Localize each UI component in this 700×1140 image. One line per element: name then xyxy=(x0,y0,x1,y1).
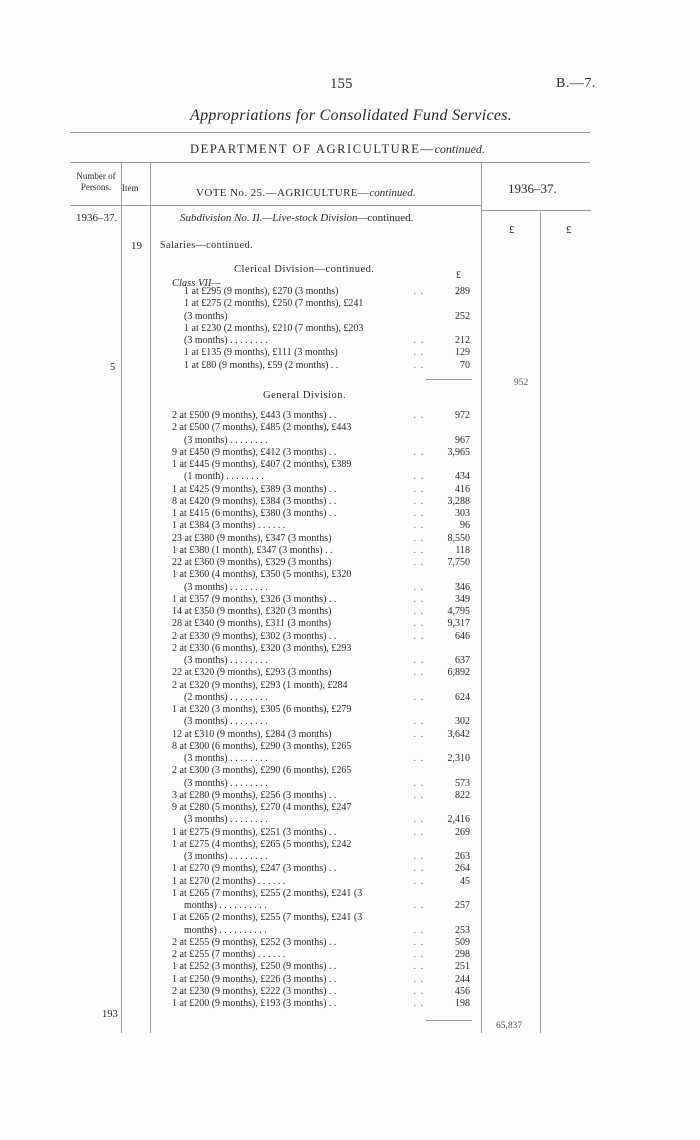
subdivision-continued: continued. xyxy=(367,212,414,224)
line-text: 2 at £230 (9 months), £222 (3 months) . . xyxy=(172,985,337,997)
appropriation-line xyxy=(172,937,472,949)
appropriation-line xyxy=(172,986,472,998)
line-amount: 573 xyxy=(455,777,470,789)
leader-dots: . . xyxy=(413,936,424,948)
appropriation-line xyxy=(172,704,472,716)
line-amount: 637 xyxy=(455,655,470,666)
leader-dots: . . xyxy=(413,728,424,740)
line-text: 1 at £320 (3 months), £305 (6 months), £279 xyxy=(172,704,352,715)
line-amount: 303 xyxy=(455,508,470,519)
line-text: 1 at £265 (7 months), £255 (2 months), £241 (3 xyxy=(172,887,363,899)
clerical-division-heading: Clerical Division—continued. xyxy=(234,264,375,275)
appropriation-line xyxy=(172,631,472,643)
line-amount: 3,288 xyxy=(447,495,470,507)
vote-title xyxy=(196,187,416,199)
line-text: (3 months) . . . . . . . . xyxy=(184,655,268,666)
line-amount: 4,795 xyxy=(447,606,470,617)
leader-dots: . . xyxy=(413,446,424,458)
leader-dots: . . xyxy=(413,961,424,973)
line-text: 8 at £420 (9 months), £384 (3 months) . . xyxy=(172,495,337,507)
line-amount: 3,642 xyxy=(447,728,470,740)
line-text: 1 at £380 (1 month), £347 (3 months) . . xyxy=(172,544,333,556)
appropriation-line xyxy=(172,520,472,532)
line-text: 23 at £380 (9 months), £347 (3 months) xyxy=(172,532,332,544)
line-amount: 972 xyxy=(455,410,470,421)
appropriation-line xyxy=(172,496,472,508)
pound-symbol-amount-column: £ xyxy=(509,224,515,236)
leader-dots: . . xyxy=(413,347,424,359)
line-amount: 252 xyxy=(455,310,470,322)
class-label: Class VII— xyxy=(172,278,221,289)
appropriation-line xyxy=(172,533,472,545)
line-text: (3 months) . . . . . . . . xyxy=(184,335,268,346)
appropriation-line xyxy=(172,335,472,347)
persons-column-rule xyxy=(121,163,122,1033)
appropriation-line xyxy=(172,410,472,422)
line-amount: 212 xyxy=(455,335,470,346)
appropriation-line xyxy=(172,347,472,359)
appropriation-line xyxy=(172,961,472,973)
line-amount: 509 xyxy=(455,936,470,948)
appropriation-line xyxy=(172,729,472,741)
line-text: 2 at £300 (3 months), £290 (6 months), £265 xyxy=(172,765,352,777)
page-title: Appropriations for Consolidated Fund Services. xyxy=(190,107,513,124)
line-text: 1 at £250 (9 months), £226 (3 months) . . xyxy=(172,973,337,985)
line-amount: 3,965 xyxy=(447,446,470,458)
appropriation-line xyxy=(172,582,472,594)
appropriation-line xyxy=(172,839,472,851)
appropriation-line xyxy=(172,827,472,839)
line-amount: 8,550 xyxy=(447,532,470,544)
line-text: 1 at £275 (2 months), £250 (7 months), £241 xyxy=(184,298,364,310)
appropriation-line xyxy=(172,692,472,704)
line-text: 1 at £415 (6 months), £380 (3 months) . . xyxy=(172,508,337,519)
appropriation-line xyxy=(172,974,472,986)
appropriation-line xyxy=(172,900,472,912)
line-text: 28 at £340 (9 months), £311 (3 months) xyxy=(172,618,332,630)
appropriation-line xyxy=(172,459,472,471)
leader-dots: . . xyxy=(413,286,424,297)
header-bottom-rule xyxy=(70,205,482,206)
leader-dots: . . xyxy=(413,667,424,679)
line-text: 22 at £360 (9 months), £329 (3 months) xyxy=(172,557,332,568)
line-amount: 269 xyxy=(455,826,470,838)
line-amount: 129 xyxy=(455,347,470,359)
line-amount: 349 xyxy=(455,593,470,605)
line-text: 1 at £275 (9 months), £251 (3 months) . . xyxy=(172,826,337,838)
line-text: 9 at £450 (9 months), £412 (3 months) . . xyxy=(172,446,337,458)
line-amount: 434 xyxy=(455,471,470,483)
appropriation-line xyxy=(172,741,472,753)
appropriation-line xyxy=(172,876,472,888)
appropriation-line xyxy=(172,802,472,814)
appropriation-line xyxy=(172,422,472,434)
leader-dots: . . xyxy=(413,483,424,495)
leader-dots: . . xyxy=(413,875,424,887)
leader-dots: . . xyxy=(413,949,424,960)
line-text: 9 at £280 (5 months), £270 (4 months), £247 xyxy=(172,802,352,813)
line-text: 1 at £200 (9 months), £193 (3 months) . . xyxy=(172,998,337,1009)
line-text: 1 at £384 (3 months) . . . . . . xyxy=(172,520,286,532)
line-text: (3 months) . . . . . . . . xyxy=(184,777,268,789)
leader-dots: . . xyxy=(413,863,424,875)
line-amount: 198 xyxy=(455,998,470,1009)
page-reference: B.—7. xyxy=(556,76,596,91)
line-amount: 251 xyxy=(455,961,470,973)
department-continued: continued. xyxy=(434,142,485,156)
appropriation-line xyxy=(172,311,472,323)
line-text: 12 at £310 (9 months), £284 (3 months) xyxy=(172,728,332,740)
leader-dots: . . xyxy=(413,826,424,838)
persons-column-header: Number of Persons. xyxy=(76,171,116,192)
leader-dots: . . xyxy=(413,630,424,642)
appropriation-line xyxy=(172,508,472,520)
leader-dots: . . xyxy=(413,495,424,507)
line-text: 1 at £252 (3 months), £250 (9 months) . . xyxy=(172,961,337,973)
leader-dots: . . xyxy=(413,789,424,801)
leader-dots: . . xyxy=(413,985,424,997)
line-amount: 96 xyxy=(460,520,470,532)
line-text: (3 months) . . . . . . . . xyxy=(184,814,268,826)
line-text: 2 at £330 (9 months), £302 (3 months) . . xyxy=(172,630,337,642)
line-text: 8 at £300 (6 months), £290 (3 months), £265 xyxy=(172,740,352,752)
line-text: (3 months) . . . . . . . . xyxy=(184,851,268,862)
line-amount: 416 xyxy=(455,483,470,495)
appropriation-line xyxy=(172,557,472,569)
persons-general: 193 xyxy=(102,1009,118,1020)
leader-dots: . . xyxy=(413,471,424,483)
appropriation-line xyxy=(172,851,472,863)
appropriation-line xyxy=(172,594,472,606)
table-top-rule xyxy=(70,162,590,163)
line-text: (3 months) . . . . . . . . xyxy=(184,716,268,728)
appropriation-line xyxy=(172,435,472,447)
leader-dots: . . xyxy=(413,618,424,630)
line-text: (2 months) . . . . . . . . xyxy=(184,691,268,703)
line-text: 22 at £320 (9 months), £293 (3 months) xyxy=(172,667,332,679)
line-text: 2 at £320 (9 months), £293 (1 month), £284 xyxy=(172,679,348,691)
line-text: 1 at £270 (2 months) . . . . . . xyxy=(172,875,286,887)
line-text: 2 at £255 (9 months), £252 (3 months) . . xyxy=(172,936,337,948)
pound-symbol-line-column: £ xyxy=(456,270,461,281)
line-text: 14 at £350 (9 months), £320 (3 months) xyxy=(172,606,332,617)
page-number: 155 xyxy=(330,76,353,92)
pound-symbol-total-column: £ xyxy=(566,224,572,236)
appropriation-line xyxy=(172,949,472,961)
line-amount: 289 xyxy=(455,286,470,297)
line-amount: 298 xyxy=(455,949,470,960)
item-column-header: Item xyxy=(122,183,139,193)
item-number: 19 xyxy=(131,240,142,252)
leader-dots: . . xyxy=(413,544,424,556)
subdivision-heading xyxy=(180,212,413,224)
leader-dots: . . xyxy=(413,691,424,703)
appropriation-line xyxy=(172,655,472,667)
leader-dots: . . xyxy=(413,593,424,605)
line-amount: 967 xyxy=(455,434,470,446)
line-text: (3 months) . . . . . . . . xyxy=(184,753,268,764)
line-text: 1 at £357 (9 months), £326 (3 months) . . xyxy=(172,593,337,605)
appropriation-line xyxy=(172,545,472,557)
leader-dots: . . xyxy=(413,814,424,826)
line-text: 3 at £280 (9 months), £256 (3 months) . . xyxy=(172,789,337,801)
line-text: (3 months) xyxy=(184,310,228,322)
leader-dots: . . xyxy=(413,851,424,862)
line-amount: 7,750 xyxy=(447,557,470,568)
appropriation-line xyxy=(172,667,472,679)
appropriation-line xyxy=(172,888,472,900)
appropriation-line xyxy=(172,286,472,298)
appropriation-line xyxy=(172,790,472,802)
general-subtotal-rule xyxy=(426,1020,472,1021)
line-amount: 264 xyxy=(455,863,470,875)
leader-dots: . . xyxy=(413,973,424,985)
appropriation-line xyxy=(172,569,472,581)
leader-dots: . . xyxy=(413,753,424,764)
appropriation-line xyxy=(172,643,472,655)
line-text: 1 at £135 (9 months), £111 (3 months) xyxy=(184,347,338,359)
leader-dots: . . xyxy=(413,581,424,593)
leader-dots: . . xyxy=(413,655,424,666)
clerical-total: 952 xyxy=(514,378,529,388)
line-amount: 822 xyxy=(455,789,470,801)
line-text: (3 months) . . . . . . . . xyxy=(184,581,268,593)
clerical-subtotal-rule xyxy=(426,379,472,380)
leader-dots: . . xyxy=(413,520,424,532)
department-name: DEPARTMENT OF AGRICULTURE— xyxy=(190,142,435,156)
appropriation-line xyxy=(172,716,472,728)
title-rule xyxy=(70,132,590,133)
line-text: 1 at £295 (9 months), £270 (3 months) xyxy=(184,286,339,297)
line-amount: 253 xyxy=(455,924,470,936)
line-amount: 2,310 xyxy=(447,753,470,764)
appropriation-line xyxy=(172,298,472,310)
subdivision-name: Subdivision No. II.—Live-stock Division— xyxy=(180,212,368,224)
leader-dots: . . xyxy=(413,359,424,371)
total-column-rule xyxy=(540,212,541,1033)
line-text: 1 at £445 (9 months), £407 (2 months), £389 xyxy=(172,459,352,470)
line-text: months) . . . . . . . . . . xyxy=(184,924,267,936)
line-text: 2 at £255 (7 months) . . . . . . xyxy=(172,949,286,960)
line-text: (3 months) . . . . . . . . xyxy=(184,434,268,446)
line-text: 1 at £275 (4 months), £265 (5 months), £242 xyxy=(172,838,352,850)
line-amount: 6,892 xyxy=(447,667,470,679)
general-division-heading: General Division. xyxy=(263,390,347,401)
line-amount: 70 xyxy=(460,359,470,371)
appropriation-line xyxy=(172,998,472,1010)
line-text: 1 at £360 (4 months), £350 (5 months), £320 xyxy=(172,569,352,581)
salaries-heading: Salaries—continued. xyxy=(160,240,254,251)
leader-dots: . . xyxy=(413,998,424,1009)
line-amount: 257 xyxy=(455,900,470,911)
line-text: 2 at £330 (6 months), £320 (3 months), £293 xyxy=(172,642,352,654)
leader-dots: . . xyxy=(413,508,424,519)
leader-dots: . . xyxy=(413,557,424,568)
line-amount: 9,317 xyxy=(447,618,470,630)
line-text: 1 at £230 (2 months), £210 (7 months), £203 xyxy=(184,322,364,334)
vote-continued: continued. xyxy=(369,187,416,199)
appropriation-line xyxy=(172,765,472,777)
line-amount: 456 xyxy=(455,985,470,997)
line-text: 2 at £500 (7 months), £485 (2 months), £443 xyxy=(172,422,352,434)
leader-dots: . . xyxy=(413,410,424,421)
line-amount: 646 xyxy=(455,630,470,642)
line-amount: 263 xyxy=(455,851,470,862)
line-text: 1 at £80 (9 months), £59 (2 months) . . xyxy=(184,359,339,371)
line-text: 2 at £500 (9 months), £443 (3 months) . . xyxy=(172,410,337,421)
leader-dots: . . xyxy=(413,716,424,728)
persons-clerical: 5 xyxy=(110,362,116,373)
item-column-rule xyxy=(150,163,151,1033)
appropriation-line xyxy=(172,778,472,790)
appropriation-line xyxy=(172,471,472,483)
appropriation-line xyxy=(172,606,472,618)
year-bottom-rule xyxy=(481,210,591,211)
appropriation-line xyxy=(172,680,472,692)
leader-dots: . . xyxy=(413,924,424,936)
line-amount: 2,416 xyxy=(447,814,470,826)
leader-dots: . . xyxy=(413,606,424,617)
appropriation-line xyxy=(172,618,472,630)
appropriation-line xyxy=(172,447,472,459)
vote-name: VOTE No. 25.—AGRICULTURE— xyxy=(196,187,370,199)
line-text: 1 at £425 (9 months), £389 (3 months) . . xyxy=(172,483,337,495)
line-text: 1 at £265 (2 months), £255 (7 months), £241 (3 xyxy=(172,912,363,924)
leader-dots: . . xyxy=(413,335,424,346)
appropriation-line xyxy=(172,912,472,924)
appropriation-line xyxy=(172,360,472,372)
appropriation-line xyxy=(172,753,472,765)
leader-dots: . . xyxy=(413,777,424,789)
year-column-header: 1936–37. xyxy=(508,181,557,196)
appropriation-line xyxy=(172,863,472,875)
general-total: 65,837 xyxy=(496,1021,523,1031)
appropriation-line xyxy=(172,484,472,496)
appropriation-line xyxy=(172,925,472,937)
line-text: (1 month) . . . . . . . . xyxy=(184,471,264,483)
line-amount: 346 xyxy=(455,581,470,593)
amount-column-rule xyxy=(481,163,482,1033)
leader-dots: . . xyxy=(413,532,424,544)
line-text: 1 at £270 (9 months), £247 (3 months) . . xyxy=(172,863,337,875)
line-amount: 302 xyxy=(455,716,470,728)
line-amount: 244 xyxy=(455,973,470,985)
appropriation-line xyxy=(172,323,472,335)
line-amount: 45 xyxy=(460,875,470,887)
line-text: months) . . . . . . . . . . xyxy=(184,900,267,911)
line-amount: 624 xyxy=(455,691,470,703)
line-amount: 118 xyxy=(455,544,470,556)
appropriation-line xyxy=(172,814,472,826)
leader-dots: . . xyxy=(413,900,424,911)
department-heading xyxy=(190,142,485,157)
persons-year-label: 1936–37. xyxy=(76,212,118,224)
